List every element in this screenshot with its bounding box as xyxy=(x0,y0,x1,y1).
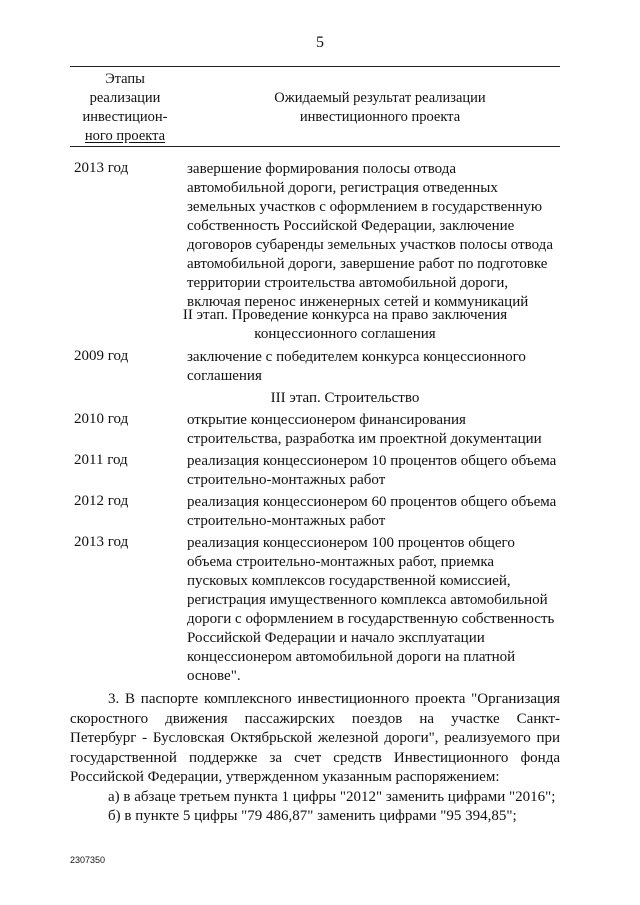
header-result-line: инвестиционного проекта xyxy=(299,109,461,125)
stage-heading-line: III этап. Строительство xyxy=(270,390,420,406)
row-description xyxy=(187,493,567,531)
description-line: строительно-монтажных работ xyxy=(187,472,386,488)
stage-heading-2 xyxy=(130,306,560,344)
description-line: включая перенос инженерных сетей и коммуникаций xyxy=(187,294,529,310)
description-line: реализация концессионером 100 процентов общего xyxy=(187,535,515,551)
stage-heading-line: II этап. Проведение конкурса на право заключения xyxy=(182,307,508,323)
row-year: 2009 год xyxy=(74,348,129,364)
description-line: реализация концессионером 60 процентов общего объема xyxy=(187,494,557,510)
document-code: 2307350 xyxy=(70,855,106,865)
description-line: дороги с оформлением в государственную собственность xyxy=(187,611,555,627)
row-description xyxy=(187,452,567,490)
row-year: 2011 год xyxy=(74,452,128,468)
description-line: территории строительства автомобильной дороги, xyxy=(187,275,509,291)
table-header-stages xyxy=(70,70,180,146)
table-header-result xyxy=(200,89,560,127)
description-line: завершение формирования полосы отвода xyxy=(187,161,457,177)
row-description xyxy=(187,160,567,312)
description-line: соглашения xyxy=(187,368,262,384)
description-line: строительства, разработка им проектной документации xyxy=(187,431,542,447)
row-description xyxy=(187,348,567,386)
description-line: договоров субаренды земельных участков полосы отвода xyxy=(187,237,553,253)
row-description xyxy=(187,411,567,449)
description-line: объема строительно-монтажных работ, приемка xyxy=(187,554,495,570)
paragraph-line: скоростного движения пассажирских поездов на участке Санкт- xyxy=(70,710,560,727)
header-stages-line: инвестицион- xyxy=(82,109,168,125)
amendment-paragraph xyxy=(70,690,560,827)
header-stages-line: Этапы xyxy=(105,71,145,87)
description-line: Российской Федерации и начало эксплуатации xyxy=(187,630,485,646)
row-year: 2010 год xyxy=(74,411,129,427)
paragraph-line: Российской Федерации, утвержденном указанным распоряжением: xyxy=(70,769,500,785)
description-line: строительно-монтажных работ xyxy=(187,513,386,529)
description-line: собственность Российской Федерации, заключение xyxy=(187,218,515,234)
description-line: регистрация имущественного комплекса автомобильной xyxy=(187,592,548,608)
description-line: основе". xyxy=(187,668,241,684)
paragraph-line: государственной поддержке за счет средств Инвестиционного фонда xyxy=(70,749,560,766)
header-stages-line: ного проекта xyxy=(84,128,166,144)
paragraph-line: Петербург - Бусловская Октябрьской железной дороги", реализуемого при xyxy=(70,730,560,746)
amendment-item-a: а) в абзаце третьем пункта 1 цифры "2012" заменить цифрами "2016"; xyxy=(108,788,556,805)
description-line: открытие концессионером финансирования xyxy=(187,412,466,428)
table-header-bottom-rule xyxy=(70,146,560,147)
row-year: 2013 год xyxy=(74,534,129,550)
description-line: автомобильной дороги, регистрация отведенных xyxy=(187,180,498,196)
amendment-item-b: б) в пункте 5 цифры "79 486,87" заменить цифрами "95 394,85"; xyxy=(108,808,517,824)
stage-heading-3 xyxy=(130,389,560,408)
description-line: автомобильной дороги, завершение работ по подготовке xyxy=(187,256,548,272)
header-result-line: Ожидаемый результат реализации xyxy=(274,90,486,106)
stage-heading-line: концессионного соглашения xyxy=(254,326,436,342)
header-stages-line: реализации xyxy=(89,90,161,106)
description-line: заключение с победителем конкурса концессионного xyxy=(187,349,526,365)
description-line: земельных участков с оформлением в государственную xyxy=(187,199,543,215)
description-line: пусковых комплексов государственной комиссией, xyxy=(187,573,511,589)
row-year: 2013 год xyxy=(74,160,129,176)
description-line: реализация концессионером 10 процентов общего объема xyxy=(187,453,557,469)
paragraph-line: 3. В паспорте комплексного инвестиционного проекта "Организация xyxy=(108,691,560,707)
page-number: 5 xyxy=(316,34,324,51)
description-line: концессионером автомобильной дороги на платной xyxy=(187,649,516,665)
row-description xyxy=(187,534,567,686)
table-top-rule xyxy=(70,66,560,67)
row-year: 2012 год xyxy=(74,493,129,509)
